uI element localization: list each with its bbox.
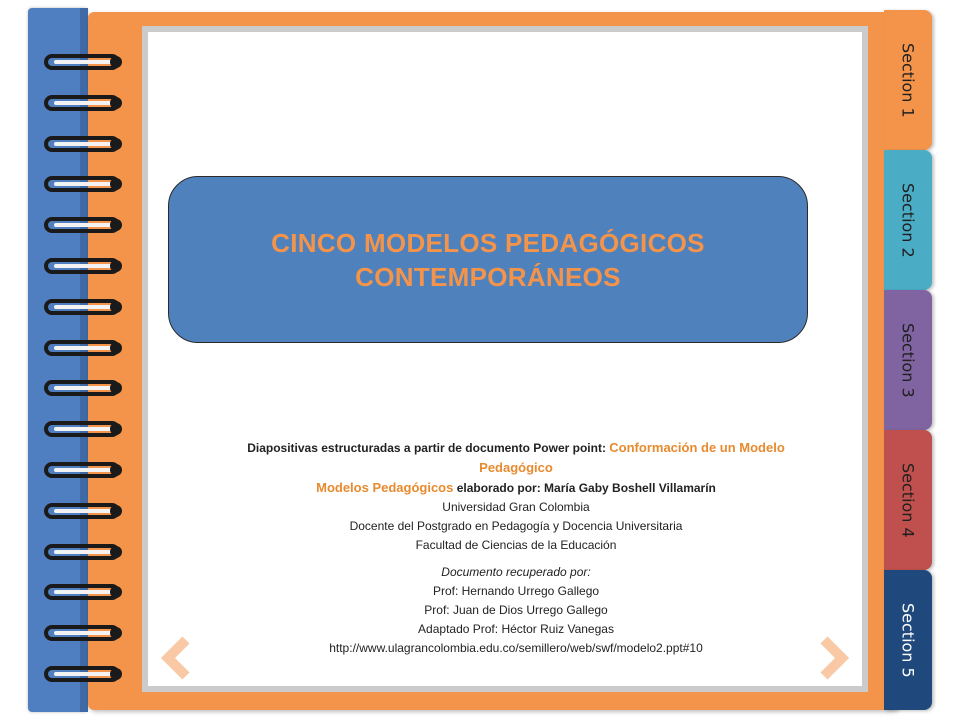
tab-label: Section 5 (898, 602, 918, 678)
source-title-part-3: Modelos Pedagógicos (316, 480, 454, 495)
tab-section-1[interactable] (884, 10, 932, 150)
binder-ring (44, 666, 124, 686)
binder-ring (44, 462, 124, 482)
chevron-left-icon[interactable] (160, 636, 190, 680)
prof-1-text: Prof: Hernando Urrego Gallego (432, 584, 600, 598)
binder-ring (44, 421, 124, 441)
binder-ring (44, 625, 124, 645)
tab-section-4[interactable] (884, 430, 932, 570)
recovered-by-text: Documento recuperado por: (441, 565, 591, 579)
binder-ring (44, 340, 124, 360)
binder-ring (44, 258, 124, 278)
tab-label: Section 1 (898, 42, 918, 118)
binder-ring (44, 136, 124, 156)
title-box (168, 176, 808, 343)
credits-line-3 (186, 478, 846, 498)
title-line-2: CONTEMPORÁNEOS (355, 261, 621, 292)
binder-ring (44, 380, 124, 400)
source-title-part-1: Conformación de un Modelo (609, 440, 785, 455)
credits-block (186, 438, 846, 658)
prof-2-text: Prof: Juan de Dios Urrego Gallego (424, 603, 608, 617)
spacer (186, 555, 846, 563)
credits-line-2 (186, 458, 846, 478)
tab-label: Section 4 (898, 462, 918, 538)
binder-ring (44, 584, 124, 604)
university-text: Universidad Gran Colombia (442, 500, 590, 514)
title-line-1: CINCO MODELOS PEDAGÓGICOS (271, 227, 705, 258)
binder-ring (44, 544, 124, 564)
binder-ring (44, 95, 124, 115)
tab-section-2[interactable] (884, 150, 932, 290)
tab-label: Section 2 (898, 182, 918, 258)
tab-section-3[interactable] (884, 290, 932, 430)
chevron-right-icon[interactable] (820, 636, 850, 680)
binder-ring (44, 217, 124, 237)
source-title-part-2: Pedagógico (479, 460, 553, 475)
binder-ring (44, 503, 124, 523)
binder-ring (44, 176, 124, 196)
postgrad-text: Docente del Postgrado en Pedagogía y Docencia Universitaria (349, 519, 683, 533)
faculty-text: Facultad de Ciencias de la Educación (415, 538, 617, 552)
binder-ring (44, 299, 124, 319)
credits-line-1 (186, 438, 846, 458)
source-url-link[interactable]: http://www.ulagrancolombia.edu.co/semillero/web/swf/modelo2.ppt#10 (329, 641, 703, 655)
tab-section-5[interactable] (884, 570, 932, 710)
binder-ring (44, 54, 124, 74)
adapted-by-text: Adaptado Prof: Héctor Ruiz Vanegas (418, 622, 614, 636)
source-prefix: Diapositivas estructuradas a partir de documento Power point: (247, 441, 610, 455)
author-text: elaborado por: María Gaby Boshell Villamarín (453, 481, 716, 495)
tab-label: Section 3 (898, 322, 918, 398)
